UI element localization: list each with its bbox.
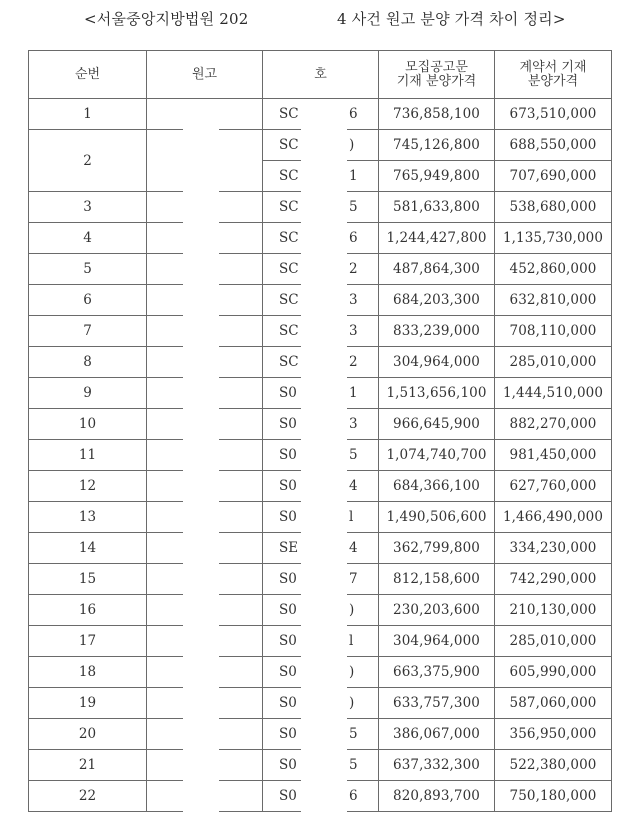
cell-unit-suffix: l <box>349 633 354 649</box>
cell-unit-prefix: SC <box>279 230 299 246</box>
cell-contract-price: 1,444,510,000 <box>495 378 612 409</box>
cell-contract-price: 605,990,000 <box>495 657 612 688</box>
cell-unit-prefix: S0 <box>279 757 297 773</box>
cell-contract-price: 285,010,000 <box>495 347 612 378</box>
cell-unit-prefix: SC <box>279 137 299 153</box>
cell-contract-price: 673,510,000 <box>495 99 612 130</box>
title-left: <서울중앙지방법원 202 <box>84 10 249 28</box>
cell-unit-prefix: S0 <box>279 509 297 525</box>
header-notice-price <box>379 51 495 99</box>
header-contract-price-line1: 계약서 기재 <box>519 59 587 75</box>
cell-seq: 12 <box>29 471 147 502</box>
cell-contract-price: 522,380,000 <box>495 750 612 781</box>
cell-notice-price: 684,366,100 <box>379 471 495 502</box>
redaction-unit <box>301 100 347 812</box>
cell-contract-price: 708,110,000 <box>495 316 612 347</box>
header-seq: 순번 <box>29 51 147 99</box>
cell-unit-prefix: S0 <box>279 478 297 494</box>
cell-seq: 10 <box>29 409 147 440</box>
cell-unit-suffix: ) <box>349 695 355 711</box>
cell-seq: 9 <box>29 378 147 409</box>
cell-contract-price: 452,860,000 <box>495 254 612 285</box>
cell-unit-suffix: 2 <box>349 354 358 370</box>
cell-unit-prefix: S0 <box>279 447 297 463</box>
cell-notice-price: 386,067,000 <box>379 719 495 750</box>
cell-seq: 4 <box>29 223 147 254</box>
table-header-row <box>29 51 612 99</box>
cell-unit-prefix: S0 <box>279 416 297 432</box>
cell-notice-price: 833,239,000 <box>379 316 495 347</box>
cell-unit-suffix: 4 <box>349 540 358 556</box>
cell-unit-prefix: SC <box>279 354 299 370</box>
cell-seq: 18 <box>29 657 147 688</box>
cell-unit-suffix: 3 <box>349 416 358 432</box>
cell-notice-price: 304,964,000 <box>379 347 495 378</box>
cell-contract-price: 882,270,000 <box>495 409 612 440</box>
cell-contract-price: 632,810,000 <box>495 285 612 316</box>
cell-unit-suffix: 5 <box>349 199 358 215</box>
cell-unit-prefix: S0 <box>279 788 297 804</box>
cell-unit-prefix: S0 <box>279 385 297 401</box>
cell-seq: 17 <box>29 626 147 657</box>
cell-unit-suffix: 1 <box>349 168 358 184</box>
cell-notice-price: 633,757,300 <box>379 688 495 719</box>
cell-unit-suffix: 7 <box>349 571 358 587</box>
cell-unit-suffix: 2 <box>349 261 358 277</box>
cell-seq: 3 <box>29 192 147 223</box>
cell-unit-suffix: ) <box>349 602 355 618</box>
header-plaintiff: 원고 <box>147 51 263 99</box>
cell-notice-price: 745,126,800 <box>379 130 495 161</box>
cell-contract-price: 538,680,000 <box>495 192 612 223</box>
cell-unit-prefix: S0 <box>279 664 297 680</box>
cell-seq: 20 <box>29 719 147 750</box>
cell-seq: 6 <box>29 285 147 316</box>
cell-seq: 15 <box>29 564 147 595</box>
cell-unit-prefix: S0 <box>279 571 297 587</box>
cell-seq: 13 <box>29 502 147 533</box>
cell-seq: 8 <box>29 347 147 378</box>
cell-unit-prefix: SC <box>279 168 299 184</box>
redaction-plaintiff <box>183 100 219 812</box>
cell-unit-suffix: 6 <box>349 230 358 246</box>
cell-unit-suffix: 1 <box>349 385 358 401</box>
cell-notice-price: 1,074,740,700 <box>379 440 495 471</box>
cell-unit-prefix: SE <box>279 540 299 556</box>
cell-contract-price: 334,230,000 <box>495 533 612 564</box>
cell-contract-price: 356,950,000 <box>495 719 612 750</box>
cell-contract-price: 707,690,000 <box>495 161 612 192</box>
header-contract-price <box>495 51 612 99</box>
cell-notice-price: 966,645,900 <box>379 409 495 440</box>
cell-unit-prefix: SC <box>279 261 299 277</box>
cell-seq: 14 <box>29 533 147 564</box>
header-contract-price-line2: 분양가격 <box>527 73 579 89</box>
cell-unit-suffix: 3 <box>349 292 358 308</box>
header-notice-price-line1: 모집공고문 <box>405 59 468 75</box>
cell-notice-price: 230,203,600 <box>379 595 495 626</box>
cell-contract-price: 587,060,000 <box>495 688 612 719</box>
cell-unit-prefix: SC <box>279 323 299 339</box>
cell-unit-suffix: 3 <box>349 323 358 339</box>
cell-contract-price: 750,180,000 <box>495 781 612 812</box>
cell-seq: 7 <box>29 316 147 347</box>
cell-notice-price: 1,490,506,600 <box>379 502 495 533</box>
cell-unit-prefix: SC <box>279 292 299 308</box>
cell-notice-price: 637,332,300 <box>379 750 495 781</box>
cell-unit-prefix: S0 <box>279 695 297 711</box>
cell-seq: 5 <box>29 254 147 285</box>
cell-unit-prefix: SC <box>279 199 299 215</box>
cell-contract-price: 285,010,000 <box>495 626 612 657</box>
cell-seq: 16 <box>29 595 147 626</box>
cell-unit-prefix: S0 <box>279 602 297 618</box>
cell-notice-price: 1,513,656,100 <box>379 378 495 409</box>
cell-notice-price: 820,893,700 <box>379 781 495 812</box>
cell-unit-prefix: S0 <box>279 726 297 742</box>
cell-contract-price: 981,450,000 <box>495 440 612 471</box>
cell-unit-prefix: S0 <box>279 633 297 649</box>
cell-unit-suffix: ) <box>349 664 355 680</box>
cell-notice-price: 684,203,300 <box>379 285 495 316</box>
cell-notice-price: 304,964,000 <box>379 626 495 657</box>
cell-unit-suffix: 4 <box>349 478 358 494</box>
cell-seq: 1 <box>29 99 147 130</box>
cell-seq: 19 <box>29 688 147 719</box>
cell-notice-price: 736,858,100 <box>379 99 495 130</box>
cell-unit-suffix: l <box>349 509 354 525</box>
cell-seq: 2 <box>29 130 147 192</box>
cell-unit-prefix: SC <box>279 106 299 122</box>
cell-contract-price: 1,135,730,000 <box>495 223 612 254</box>
cell-seq: 21 <box>29 750 147 781</box>
cell-notice-price: 1,244,427,800 <box>379 223 495 254</box>
cell-seq: 22 <box>29 781 147 812</box>
title-right: 4 사건 원고 분양 가격 차이 정리> <box>337 10 566 28</box>
cell-contract-price: 742,290,000 <box>495 564 612 595</box>
cell-notice-price: 765,949,800 <box>379 161 495 192</box>
cell-contract-price: 1,466,490,000 <box>495 502 612 533</box>
cell-unit-suffix: 5 <box>349 447 358 463</box>
cell-unit-suffix: 5 <box>349 757 358 773</box>
cell-contract-price: 627,760,000 <box>495 471 612 502</box>
cell-contract-price: 688,550,000 <box>495 130 612 161</box>
header-notice-price-line2: 기재 분양가격 <box>396 73 477 89</box>
cell-seq: 11 <box>29 440 147 471</box>
cell-notice-price: 812,158,600 <box>379 564 495 595</box>
cell-unit-suffix: ) <box>349 137 355 153</box>
cell-notice-price: 487,864,300 <box>379 254 495 285</box>
cell-unit-suffix: 6 <box>349 788 358 804</box>
cell-unit-suffix: 5 <box>349 726 358 742</box>
cell-notice-price: 581,633,800 <box>379 192 495 223</box>
header-unit: 호 <box>263 51 379 99</box>
cell-contract-price: 210,130,000 <box>495 595 612 626</box>
cell-notice-price: 362,799,800 <box>379 533 495 564</box>
cell-unit-suffix: 6 <box>349 106 358 122</box>
cell-notice-price: 663,375,900 <box>379 657 495 688</box>
